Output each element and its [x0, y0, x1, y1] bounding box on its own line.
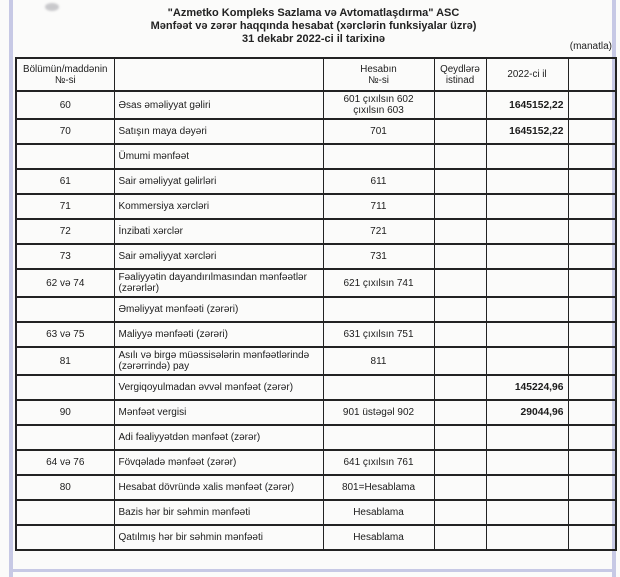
section-no-cell: 71 — [16, 194, 114, 219]
value-cell: 29044,96 — [486, 400, 568, 425]
income-statement-table — [15, 57, 617, 551]
table-row — [16, 219, 616, 244]
report-date: 31 dekabr 2022-ci il tarixinə — [241, 33, 386, 45]
account-no-cell: 701 — [323, 119, 434, 144]
currency-note: (manatla) — [569, 41, 612, 52]
report-title: "Azmetko Kompleks Sazlama və Avtomatlaşdırma" ASC — [167, 7, 460, 19]
account-no-cell: 641 çıxılsın 761 — [323, 450, 434, 475]
value-cell — [486, 219, 568, 244]
account-no-cell — [323, 297, 434, 322]
extra-cell — [568, 500, 616, 525]
table-header-row — [16, 58, 616, 91]
section-no-cell — [16, 525, 114, 550]
notes-cell — [434, 91, 486, 119]
section-no-cell: 73 — [16, 244, 114, 269]
account-no-cell: Hesablama — [323, 525, 434, 550]
extra-cell — [568, 400, 616, 425]
notes-cell — [434, 144, 486, 169]
value-cell — [486, 500, 568, 525]
item-name-cell: Mənfəət vergisi — [114, 400, 323, 425]
section-no-cell — [16, 500, 114, 525]
notes-cell — [434, 400, 486, 425]
notes-cell — [434, 475, 486, 500]
value-cell: 1645152,22 — [486, 91, 568, 119]
table-row — [16, 169, 616, 194]
account-no-cell — [323, 425, 434, 450]
account-no-cell: Hesablama — [323, 500, 434, 525]
table-row — [16, 475, 616, 500]
table-row — [16, 297, 616, 322]
item-name-cell: Adi fəaliyyətdən mənfəət (zərər) — [114, 425, 323, 450]
value-cell: 1645152,22 — [486, 119, 568, 144]
section-no-cell: 70 — [16, 119, 114, 144]
notes-cell — [434, 169, 486, 194]
item-name-cell: Asılı və birgə müəssisələrin mənfəətlərində (zərərrində) pay — [114, 347, 323, 375]
extra-cell — [568, 525, 616, 550]
value-cell — [486, 169, 568, 194]
extra-cell — [568, 244, 616, 269]
value-cell — [486, 525, 568, 550]
table-row — [16, 425, 616, 450]
item-name-cell: Qatılmış hər bir səhmin mənfəəti — [114, 525, 323, 550]
section-no-cell: 72 — [16, 219, 114, 244]
table-row — [16, 375, 616, 400]
section-no-cell: 80 — [16, 475, 114, 500]
item-name-cell: Maliyyə mənfəəti (zərəri) — [114, 322, 323, 347]
account-no-cell: 901 üstəgəl 902 — [323, 400, 434, 425]
item-name-cell: Sair əməliyyat gəlirləri — [114, 169, 323, 194]
table-row — [16, 400, 616, 425]
report-subtitle: Mənfəət və zərər haqqında hesabat (xərclərin funksiyalar üzrə) — [150, 20, 477, 32]
table-row — [16, 144, 616, 169]
account-no-cell — [323, 144, 434, 169]
section-no-cell — [16, 144, 114, 169]
notes-cell — [434, 500, 486, 525]
section-no-cell: 60 — [16, 91, 114, 119]
notes-cell — [434, 347, 486, 375]
section-no-cell: 90 — [16, 400, 114, 425]
page-edge-left — [9, 0, 13, 577]
extra-cell — [568, 347, 616, 375]
table-row — [16, 347, 616, 375]
section-no-cell: 81 — [16, 347, 114, 375]
extra-cell — [568, 91, 616, 119]
value-cell — [486, 347, 568, 375]
table-row — [16, 194, 616, 219]
account-no-cell: 721 — [323, 219, 434, 244]
table-row — [16, 269, 616, 297]
value-cell — [486, 425, 568, 450]
extra-cell — [568, 425, 616, 450]
extra-cell — [568, 297, 616, 322]
table-row — [16, 500, 616, 525]
notes-cell — [434, 525, 486, 550]
section-no-cell: 63 və 75 — [16, 322, 114, 347]
item-name-cell: Satışın maya dəyəri — [114, 119, 323, 144]
header-account-no: Hesabın №-si — [323, 58, 434, 91]
table-row — [16, 450, 616, 475]
value-cell — [486, 450, 568, 475]
extra-cell — [568, 322, 616, 347]
account-no-cell: 711 — [323, 194, 434, 219]
section-no-cell: 61 — [16, 169, 114, 194]
account-no-cell: 621 çıxılsın 741 — [323, 269, 434, 297]
header-item-name — [114, 58, 323, 91]
item-name-cell: Bazis hər bir səhmin mənfəəti — [114, 500, 323, 525]
notes-cell — [434, 194, 486, 219]
value-cell — [486, 269, 568, 297]
item-name-cell: Fövqəladə mənfəət (zərər) — [114, 450, 323, 475]
section-no-cell — [16, 375, 114, 400]
extra-cell — [568, 475, 616, 500]
extra-cell — [568, 169, 616, 194]
value-cell — [486, 244, 568, 269]
table-row — [16, 119, 616, 144]
notes-cell — [434, 425, 486, 450]
header-period: 2022-ci il — [486, 58, 568, 91]
item-name-cell: Ümumi mənfəət — [114, 144, 323, 169]
account-no-cell: 611 — [323, 169, 434, 194]
item-name-cell: Hesabat dövründə xalis mənfəət (zərər) — [114, 475, 323, 500]
page-edge-bottom — [9, 569, 616, 572]
section-no-cell: 62 və 74 — [16, 269, 114, 297]
item-name-cell: Kommersiya xərcləri — [114, 194, 323, 219]
account-no-cell: 811 — [323, 347, 434, 375]
header-section-no: Bölümün/maddənin №-si — [16, 58, 114, 91]
table-row — [16, 244, 616, 269]
item-name-cell: Fəaliyyətin dayandırılmasından mənfəətlər (zərərlər) — [114, 269, 323, 297]
extra-cell — [568, 219, 616, 244]
table-row — [16, 91, 616, 119]
item-name-cell: Əməliyyat mənfəəti (zərəri) — [114, 297, 323, 322]
extra-cell — [568, 144, 616, 169]
section-no-cell — [16, 297, 114, 322]
notes-cell — [434, 450, 486, 475]
value-cell — [486, 144, 568, 169]
notes-cell — [434, 375, 486, 400]
extra-cell — [568, 194, 616, 219]
value-cell — [486, 322, 568, 347]
notes-cell — [434, 244, 486, 269]
extra-cell — [568, 450, 616, 475]
value-cell — [486, 194, 568, 219]
value-cell — [486, 297, 568, 322]
value-cell: 145224,96 — [486, 375, 568, 400]
account-no-cell: 631 çıxılsın 751 — [323, 322, 434, 347]
account-no-cell: 601 çıxılsın 602 çıxılsın 603 — [323, 91, 434, 119]
table-row — [16, 525, 616, 550]
extra-cell — [568, 375, 616, 400]
notes-cell — [434, 219, 486, 244]
notes-cell — [434, 269, 486, 297]
account-no-cell — [323, 375, 434, 400]
section-no-cell: 64 və 76 — [16, 450, 114, 475]
account-no-cell: 801=Hesablama — [323, 475, 434, 500]
notes-cell — [434, 322, 486, 347]
header-notes: Qeydlərə istinad — [434, 58, 486, 91]
extra-cell — [568, 269, 616, 297]
extra-cell — [568, 119, 616, 144]
section-no-cell — [16, 425, 114, 450]
value-cell — [486, 475, 568, 500]
account-no-cell: 731 — [323, 244, 434, 269]
table-row — [16, 322, 616, 347]
item-name-cell: Sair əməliyyat xərcləri — [114, 244, 323, 269]
notes-cell — [434, 119, 486, 144]
notes-cell — [434, 297, 486, 322]
item-name-cell: Vergiqoyulmadan əvvəl mənfəət (zərər) — [114, 375, 323, 400]
header-extra — [568, 58, 616, 91]
item-name-cell: İnzibati xərclər — [114, 219, 323, 244]
item-name-cell: Əsas əməliyyat gəliri — [114, 91, 323, 119]
